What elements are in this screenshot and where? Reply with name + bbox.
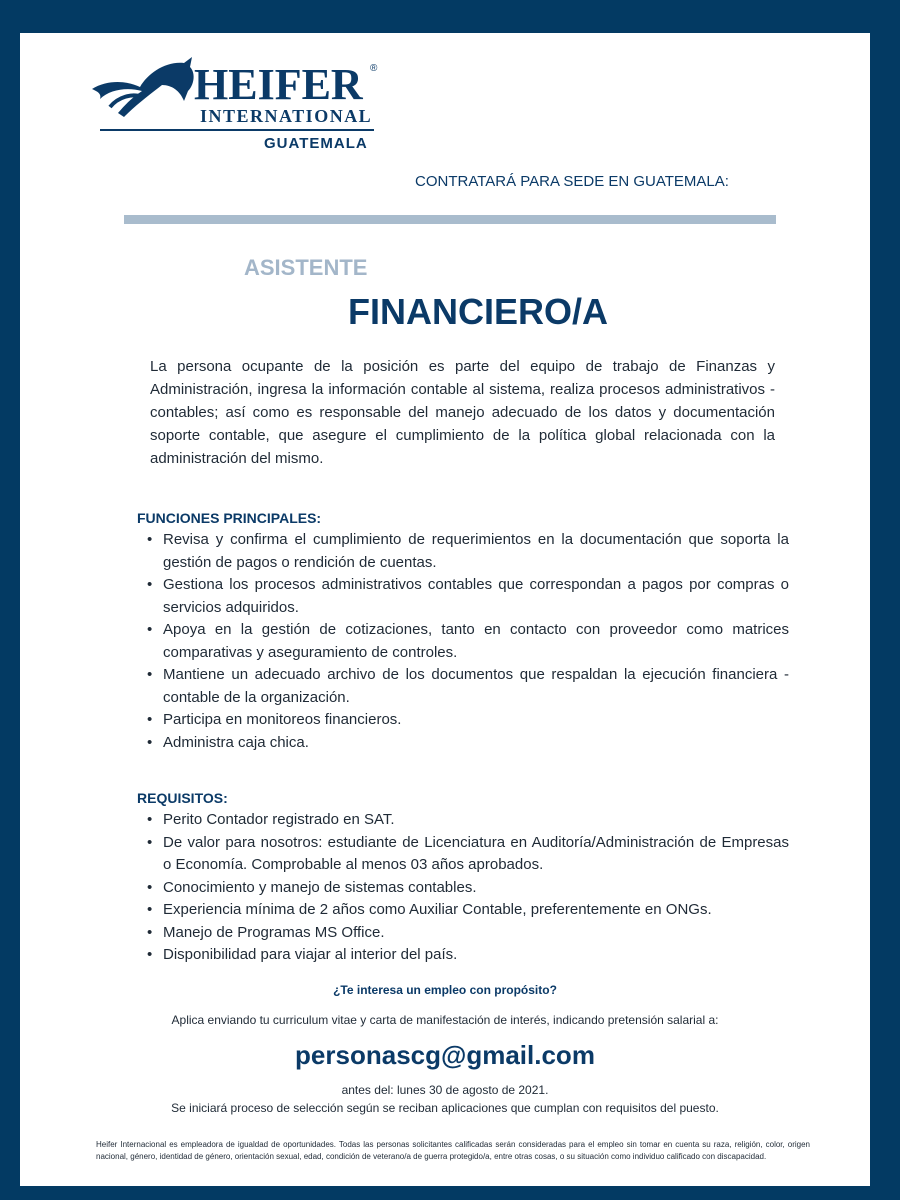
purpose-question: ¿Te interesa un empleo con propósito?: [333, 983, 557, 997]
contact-email[interactable]: personascg@gmail.com: [295, 1040, 595, 1070]
list-item: • Experiencia mínima de 2 años como Auxiliar Contable, preferentemente en ONGs.: [147, 901, 712, 918]
logo-rule: [100, 129, 374, 131]
list-item: • Mantiene un adecuado archivo de los documentos que respaldan la ejecución financiera - contable de la organización.: [147, 666, 789, 706]
application-deadline: antes del: lunes 30 de agosto de 2021.: [341, 1083, 549, 1097]
functions-list: [137, 529, 789, 754]
list-item: • Manejo de Programas MS Office.: [147, 923, 385, 941]
list-item: • Gestiona los procesos administrativos contables que correspondan a pagos por compras o servicios adquiridos.: [147, 576, 789, 616]
list-item: • Apoya en la gestión de cotizaciones, tanto en contacto con proveedor como matrices comparativas y aseguramiento de controles.: [147, 621, 789, 661]
equal-opportunity-disclaimer: Heifer Internacional es empleadora de igualdad de oportunidades. Todas las personas solicitantes calificadas serán consideradas para el empleo sin tomar en cuenta su raza, religión, color, origen nacional, género, identidad de género, orientación sexual, edad, condición de veterano/a de guerra protegido/a, entre otras cosas, o su situación como individuo calificado con discapacidad.: [96, 1140, 810, 1161]
requirements-heading: REQUISITOS:: [137, 790, 228, 806]
list-item: • Conocimiento y manejo de sistemas contables.: [147, 878, 477, 896]
job-title-prefix: ASISTENTE: [244, 255, 368, 280]
logo-subtitle: INTERNATIONAL: [200, 106, 373, 126]
list-item: • Perito Contador registrado en SAT.: [147, 811, 395, 828]
header-divider-bar: [124, 215, 776, 224]
logo-name: HEIFER: [194, 60, 363, 109]
apply-instructions: Aplica enviando tu curriculum vitae y carta de manifestación de interés, indicando pretensión salarial a:: [171, 1013, 719, 1027]
registered-mark: ®: [370, 63, 378, 74]
requirements-list: [137, 809, 789, 967]
job-title: FINANCIERO/A: [348, 291, 608, 332]
heifer-cow-icon: [88, 51, 198, 131]
job-posting-page: [20, 33, 870, 1186]
selection-process-note: Se iniciará proceso de selección según se reciban aplicaciones que cumplan con requisitos del puesto.: [171, 1101, 719, 1115]
list-item: • Administra caja chica.: [147, 733, 309, 751]
logo-country: GUATEMALA: [264, 135, 368, 152]
list-item: • De valor para nosotros: estudiante de Licenciatura en Auditoría/Administración de Empresas o Economía. Comprobable al menos 03 años aprobados.: [147, 833, 789, 873]
job-intro: La persona ocupante de la posición es parte del equipo de trabajo de Finanzas y Administración, ingresa la información contable al sistema, realiza procesos administrativos - contables; así como es responsable del manejo adecuado de los datos y documentación soporte contable, que asegure el cumplimiento de la política global relacionada con la administración del mismo.: [150, 358, 775, 467]
list-item: • Disponibilidad para viajar al interior del país.: [147, 946, 458, 963]
heifer-logo: [88, 51, 388, 151]
hire-location-line: CONTRATARÁ PARA SEDE EN GUATEMALA:: [415, 173, 729, 190]
list-item: • Participa en monitoreos financieros.: [147, 711, 402, 728]
list-item: • Revisa y confirma el cumplimiento de requerimientos en la documentación que soporta la gestión de pagos o rendición de cuentas.: [147, 531, 789, 571]
functions-heading: FUNCIONES PRINCIPALES:: [137, 510, 322, 526]
